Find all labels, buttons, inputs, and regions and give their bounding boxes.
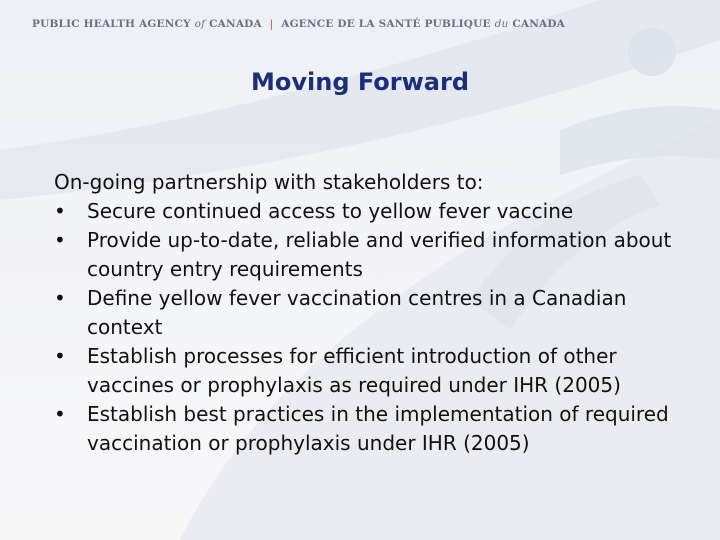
slide-title: Moving Forward bbox=[251, 68, 469, 96]
slide-content bbox=[54, 168, 684, 458]
bullet-list bbox=[54, 197, 684, 458]
agency-canada-en: CANADA bbox=[209, 18, 262, 30]
bullet-text: Establish best practices in the implementation of required vaccination or prophylaxis under IHR (2005) bbox=[87, 402, 669, 455]
bullet-item bbox=[54, 400, 684, 458]
bullet-item bbox=[54, 342, 684, 400]
header-separator: | bbox=[269, 18, 274, 30]
bullet-icon: • bbox=[54, 402, 66, 426]
bullet-item bbox=[54, 226, 684, 284]
intro-text: On-going partnership with stakeholders to: bbox=[54, 170, 484, 194]
agency-name-fr: AGENCE DE LA SANTÉ PUBLIQUE bbox=[281, 18, 491, 30]
agency-header bbox=[32, 18, 565, 30]
bullet-item bbox=[54, 197, 684, 226]
bullet-text: Provide up-to-date, reliable and verified information about country entry requirements bbox=[87, 228, 672, 281]
bullet-text: Define yellow fever vaccination centres in a Canadian context bbox=[87, 286, 627, 339]
bullet-icon: • bbox=[54, 199, 66, 223]
bullet-text: Establish processes for efficient introduction of other vaccines or prophylaxis as required under IHR (2005) bbox=[87, 344, 621, 397]
bullet-text: Secure continued access to yellow fever vaccine bbox=[87, 199, 574, 223]
bullet-item bbox=[54, 284, 684, 342]
bullet-icon: • bbox=[54, 344, 66, 368]
agency-of: of bbox=[194, 18, 206, 30]
bullet-icon: • bbox=[54, 286, 66, 310]
agency-name-en: PUBLIC HEALTH AGENCY bbox=[32, 18, 191, 30]
agency-du: du bbox=[494, 18, 509, 30]
agency-canada-fr: CANADA bbox=[512, 18, 566, 30]
bullet-icon: • bbox=[54, 228, 66, 252]
